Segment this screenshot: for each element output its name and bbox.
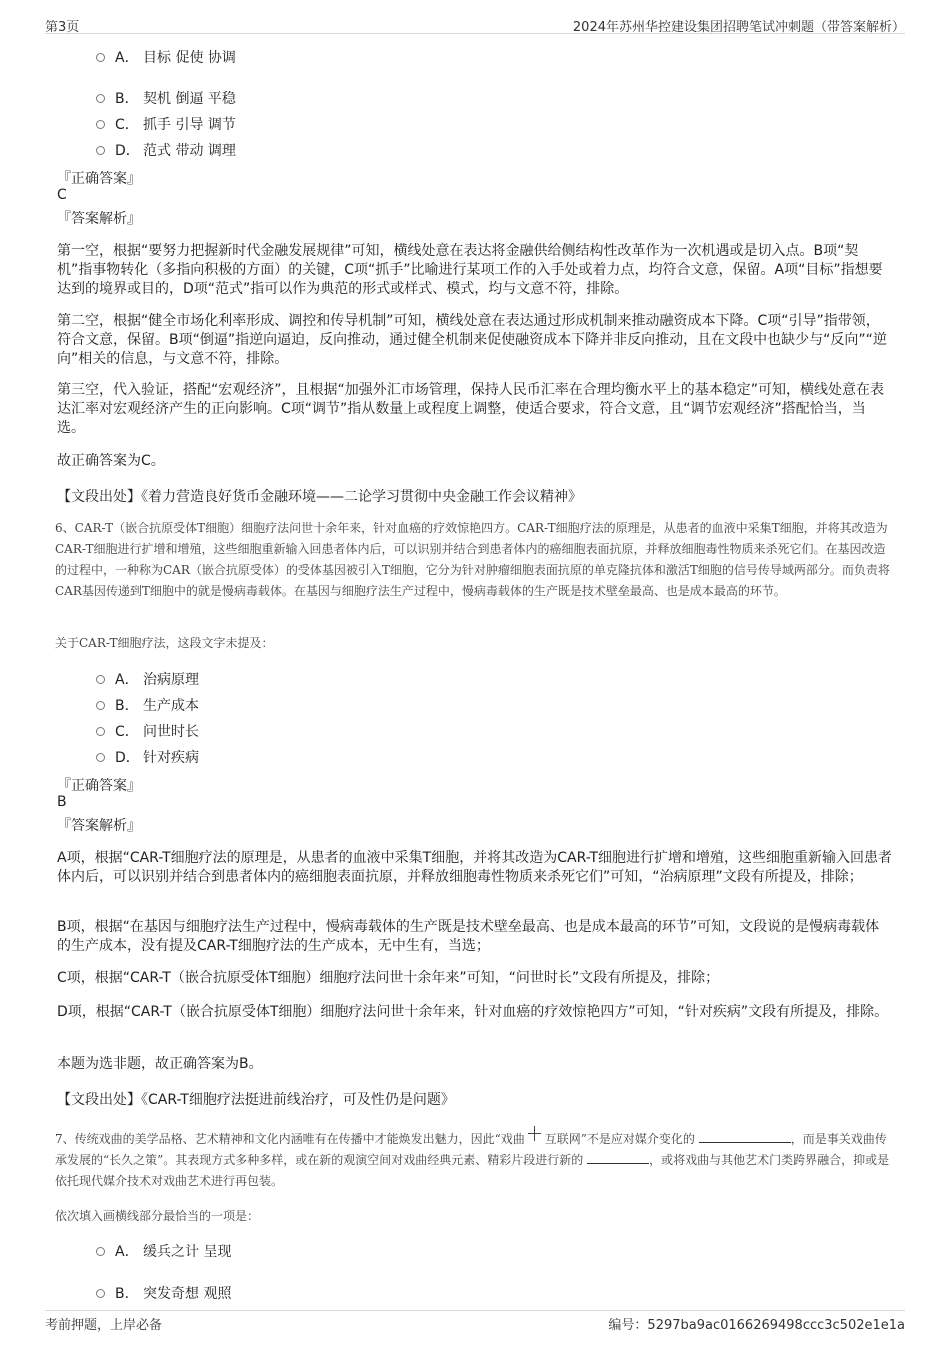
footer-divider: [45, 1310, 905, 1311]
stem-part: 7、传统戏曲的美学品格、艺术精神和文化内涵唯有在传播中才能焕发出魅力，因此“戏曲: [55, 1132, 525, 1146]
answer-label: 『正确答案』: [57, 171, 141, 187]
analysis-paragraph: 第三空，代入验证，搭配“宏观经济”，且根据“加强外汇市场管理，保持人民币汇率在合理均衡水平上的基本稳定”可知，横线处意在表达汇率对宏观经济产生的正向影响。C项“调节”指从数量上或程度上调整，使适合要求，符合文意，且“调节宏观经济”搭配恰当，当选。: [57, 382, 885, 436]
option-letter: A．: [115, 50, 139, 66]
radio-icon[interactable]: [96, 1247, 105, 1256]
stem-part: 互联网”不是应对媒介变化的: [544, 1132, 695, 1146]
option-text: 目标 促使 协调: [143, 50, 236, 66]
code-label: 编号：: [608, 1318, 648, 1333]
option-b[interactable]: [96, 695, 199, 715]
option-letter: B．: [115, 1286, 139, 1302]
radio-icon[interactable]: [96, 675, 105, 684]
option-text: 生产成本: [143, 698, 199, 714]
radio-icon[interactable]: [96, 1289, 105, 1298]
option-text: 针对疾病: [143, 750, 199, 766]
fill-blank-2: [587, 1151, 649, 1164]
option-letter: B．: [115, 91, 139, 107]
option-letter: D．: [115, 750, 140, 766]
option-b[interactable]: [96, 1283, 231, 1303]
option-text: 缓兵之计 呈现: [143, 1244, 232, 1260]
analysis-paragraph: 第二空，根据“健全市场化利率形成、调控和传导机制”可知，横线处意在表达通过形成机制来推动融资成本下降。C项“引导”指带领，符合文意，保留。B项“倒逼”指逆向逼迫，反向推动，通过健全机制来促使融资成本下降并非反向推动，且在文段中也缺少与“反向”“逆向”相关的信息，与文意不符，排除。: [57, 313, 887, 367]
analysis-conclusion: 故正确答案为C。: [57, 453, 165, 469]
option-letter: C．: [115, 117, 139, 133]
radio-icon[interactable]: [96, 94, 105, 103]
stem-part: ，或将戏曲与其他艺术门类跨界融合，抑或是依托现代媒介技术对戏曲艺术进行再包装。: [55, 1153, 890, 1188]
question-stem: 6、CAR-T（嵌合抗原受体T细胞）细胞疗法问世十余年来，针对血癌的疗效惊艳四方。CAR-T细胞疗法的原理是，从患者的血液中采集T细胞，并将其改造为CAR-T细胞进行扩增和增殖，这些细胞重新输入回患者体内后，可以识别并结合到患者体内的癌细胞表面抗原，并释放细胞毒性物质来杀死它们。在基因改造的过程中，一种称为CAR（嵌合抗原受体）的受体基因被引入T细胞，它分为针对肿瘤细胞表面抗原的单克隆抗体和激活T细胞的信号传导域两部分。而负责将CAR基因传递到T细胞中的就是慢病毒载体。在基因与细胞疗法生产过程中，慢病毒载体的生产既是技术壁垒最高、也是成本最高的环节。: [55, 521, 890, 598]
code-value: 5297ba9ac0166269498ccc3c502e1e1a: [647, 1318, 905, 1333]
analysis-paragraph: D项，根据“CAR-T（嵌合抗原受体T细胞）细胞疗法问世十余年来，针对血癌的疗效惊艳四方”可知，“针对疾病”文段有所提及，排除。: [57, 1004, 889, 1020]
option-d[interactable]: [96, 747, 199, 767]
analysis-label: 『答案解析』: [57, 818, 141, 834]
option-c[interactable]: [96, 721, 199, 741]
answer-value: B: [57, 794, 67, 810]
radio-icon[interactable]: [96, 701, 105, 710]
option-text: 问世时长: [143, 724, 199, 740]
option-a[interactable]: [96, 669, 199, 689]
option-d[interactable]: [96, 140, 236, 160]
document-title: 2024年苏州华控建设集团招聘笔试冲刺题（带答案解析）: [572, 20, 905, 35]
analysis-conclusion: 本题为选非题，故正确答案为B。: [57, 1056, 263, 1072]
header-divider: [45, 33, 905, 34]
analysis-paragraph: C项，根据“CAR-T（嵌合抗原受体T细胞）细胞疗法问世十余年来”可知，“问世时长”文段有所提及，排除；: [57, 970, 720, 986]
option-c[interactable]: [96, 114, 236, 134]
option-letter: A．: [115, 1244, 139, 1260]
answer-label: 『正确答案』: [57, 778, 141, 794]
page-number: 第3页: [45, 20, 80, 35]
analysis-paragraph: A项，根据“CAR-T细胞疗法的原理是，从患者的血液中采集T细胞，并将其改造为CAR-T细胞进行扩增和增殖，这些细胞重新输入回患者体内后，可以识别并结合到患者体内的癌细胞表面抗原，并释放细胞毒性物质来杀死它们”可知，“治病原理”文段有所提及，排除；: [57, 850, 893, 885]
question-prompt: 依次填入画横线部分最恰当的一项是：: [55, 1209, 260, 1223]
option-a[interactable]: [96, 1241, 231, 1261]
option-text: 契机 倒逼 平稳: [143, 91, 236, 107]
source-citation: 【文段出处】《CAR-T细胞疗法挺进前线治疗，可及性仍是问题》: [57, 1092, 455, 1108]
option-letter: D．: [115, 143, 140, 159]
question-stem: [55, 1129, 895, 1192]
option-letter: A．: [115, 672, 139, 688]
radio-icon[interactable]: [96, 727, 105, 736]
question-prompt: 关于CAR-T细胞疗法，这段文字未提及：: [55, 636, 274, 650]
answer-value: C: [57, 187, 67, 203]
analysis-paragraph: 第一空，根据“要努力把握新时代金融发展规律”可知，横线处意在表达将金融供给侧结构性改革作为一次机遇或是切入点。B项“契机”指事物转化（多指向积极的方面）的关键，C项“抓手”比喻进行某项工作的入手处或着力点，均符合文意，保留。A项“目标”指想要达到的境界或目的，D项“范式”指可以作为典范的形式或样式、模式，均与文意不符，排除。: [57, 243, 883, 297]
option-b[interactable]: [96, 88, 236, 108]
option-a[interactable]: [96, 47, 236, 67]
option-text: 突发奇想 观照: [143, 1286, 232, 1302]
document-code: [608, 1314, 905, 1333]
option-letter: C．: [115, 724, 139, 740]
analysis-paragraph: B项，根据“在基因与细胞疗法生产过程中，慢病毒载体的生产既是技术壁垒最高、也是成本最高的环节”可知，文段说的是慢病毒载体的生产成本，没有提及CAR-T细胞疗法的生产成本，无中生有，当选；: [57, 919, 880, 954]
option-letter: B．: [115, 698, 139, 714]
stem-part: ，而是事关戏曲传承发展的“长久之策”。其表现方式多种多样，或在新的观演空间对戏曲经典元素、精彩片段进行新的: [55, 1132, 887, 1167]
option-text: 治病原理: [143, 672, 199, 688]
radio-icon[interactable]: [96, 753, 105, 762]
radio-icon[interactable]: [96, 53, 105, 62]
source-citation: 【文段出处】《着力营造良好货币金融环境——二论学习贯彻中央金融工作会议精神》: [57, 489, 582, 505]
radio-icon[interactable]: [96, 120, 105, 129]
radio-icon[interactable]: [96, 146, 105, 155]
option-text: 范式 带动 调理: [143, 143, 236, 159]
fill-blank-1: [699, 1130, 791, 1143]
footer-slogan: 考前押题，上岸必备: [45, 1318, 163, 1333]
option-text: 抓手 引导 调节: [143, 117, 236, 133]
analysis-label: 『答案解析』: [57, 211, 141, 227]
plus-icon: [528, 1130, 542, 1144]
